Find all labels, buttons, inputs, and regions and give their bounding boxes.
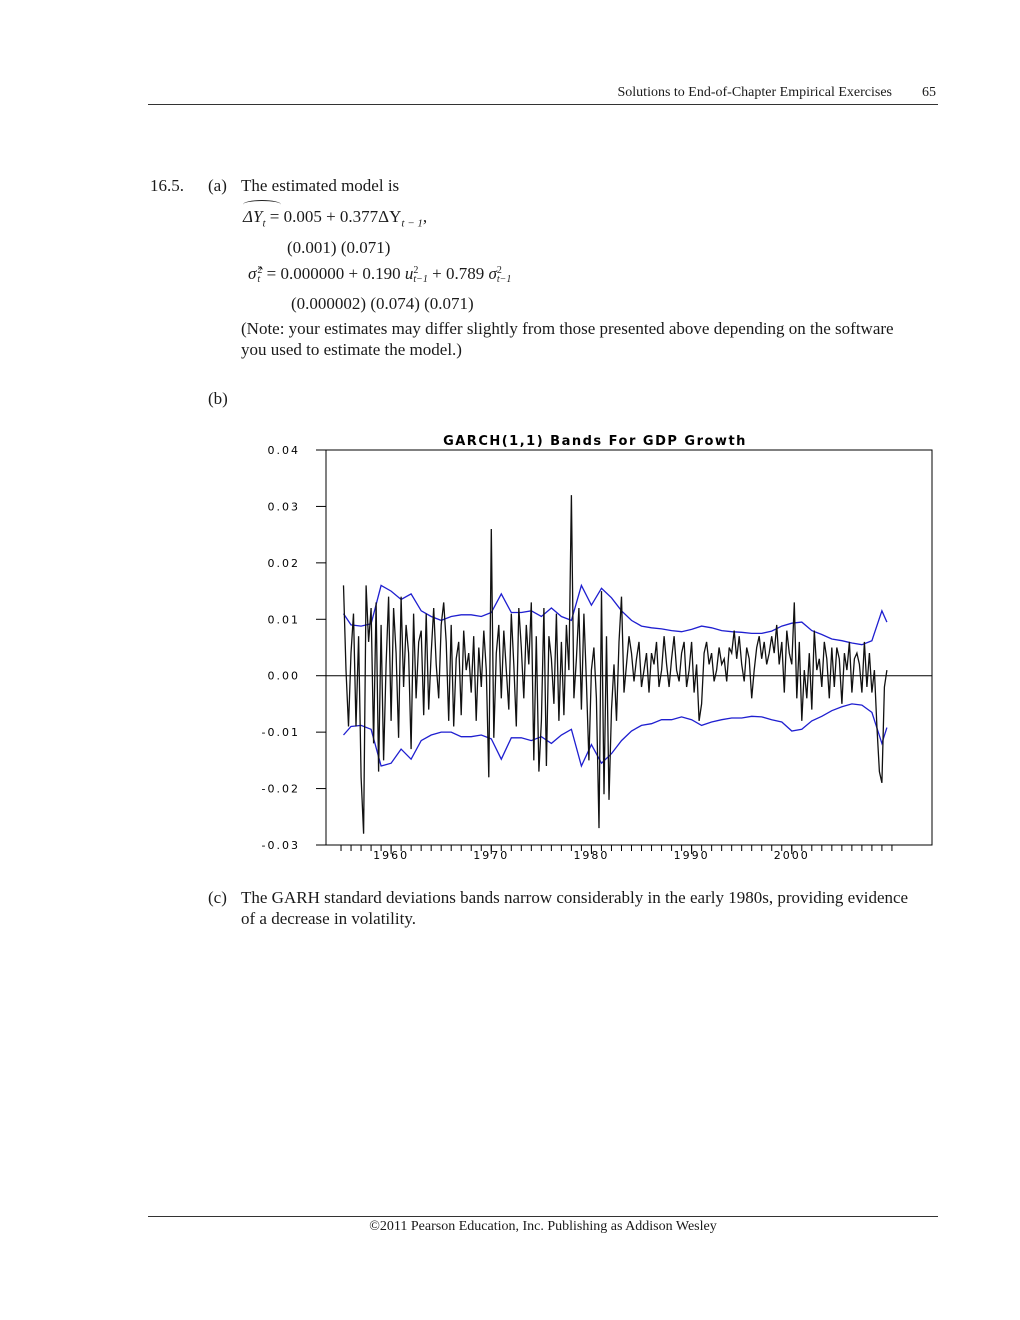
- plot-frame: [326, 450, 932, 845]
- problem-number: 16.5.: [150, 176, 184, 195]
- part-c-text: The GARH standard deviations bands narrow considerably in the early 1980s, providing evidence of a decrease in volatility.: [241, 888, 909, 928]
- header-title: Solutions to End-of-Chapter Empirical Exercises: [617, 85, 892, 100]
- x-axis: [341, 845, 892, 862]
- gdp-growth-line: [344, 495, 887, 834]
- eq1-lhs-sub: t: [262, 217, 266, 230]
- eq2-sigma-sub: t−1: [496, 274, 512, 286]
- x-tick-label: 1960: [373, 849, 410, 862]
- eq2-standard-errors: (0.000002) (0.074) (0.071): [291, 294, 474, 313]
- part-a-label: (a): [208, 176, 227, 195]
- eq1-standard-errors: (0.001) (0.071): [287, 238, 391, 257]
- y-tick-label: -0.01: [261, 726, 300, 740]
- eq1-end: ,: [422, 207, 428, 226]
- y-tick-label: 0.02: [267, 556, 300, 570]
- copyright-footer: ©2011 Pearson Education, Inc. Publishing as Addison Wesley: [369, 1219, 717, 1234]
- part-b-label: (b): [208, 389, 228, 408]
- y-tick-label: 0.00: [267, 669, 300, 683]
- eq1-rhs-sub: t − 1: [401, 217, 423, 230]
- eq2-lhs: σ̂: [248, 264, 257, 283]
- y-tick-label: 0.04: [267, 444, 300, 457]
- page-header: [148, 84, 938, 105]
- hat-accent: [243, 200, 281, 209]
- x-tick-label: 1970: [473, 849, 510, 862]
- part-c-label: (c): [208, 888, 227, 907]
- y-tick-label: -0.02: [261, 782, 300, 796]
- page-number: 65: [922, 85, 936, 100]
- y-tick-label: 0.03: [267, 500, 300, 514]
- part-a-intro: The estimated model is: [241, 176, 400, 195]
- x-tick-label: 2000: [773, 849, 810, 862]
- eq2-rhs-a: = 0.000000 + 0.190: [266, 264, 401, 283]
- eq2-rhs-b: + 0.789: [432, 264, 485, 283]
- eq1-rhs: = 0.005 + 0.377ΔY: [269, 207, 402, 226]
- y-tick-label: 0.01: [267, 613, 300, 627]
- y-axis: [262, 444, 326, 852]
- eq2-sigma-sup: 2: [496, 265, 502, 277]
- equation-mean: [243, 206, 427, 234]
- x-tick-label: 1980: [573, 849, 610, 862]
- garch-chart: [245, 425, 945, 865]
- y-tick-label: -0.03: [261, 839, 300, 852]
- footer-rule: [148, 1216, 938, 1217]
- lower-band-line: [344, 704, 887, 766]
- estimation-note: (Note: your estimates may differ slightly from those presented above depending on the software you used to estimate the model.): [241, 319, 894, 359]
- equation-variance: [248, 263, 511, 284]
- eq2-sigma: σ: [488, 264, 497, 283]
- eq2-lhs-sub: t: [257, 274, 261, 286]
- eq2-u-sub: t−1: [413, 274, 428, 286]
- eq1-lhs: ΔY: [243, 207, 263, 226]
- x-tick-label: 1990: [673, 849, 710, 862]
- chart-title: GARCH(1,1) Bands For GDP Growth: [443, 434, 747, 449]
- eq2-lhs-sup: 2: [257, 265, 263, 277]
- eq2-u-sup: 2: [413, 265, 419, 277]
- eq1-lhs-wrap: [243, 206, 266, 234]
- eq2-u: u: [404, 264, 414, 283]
